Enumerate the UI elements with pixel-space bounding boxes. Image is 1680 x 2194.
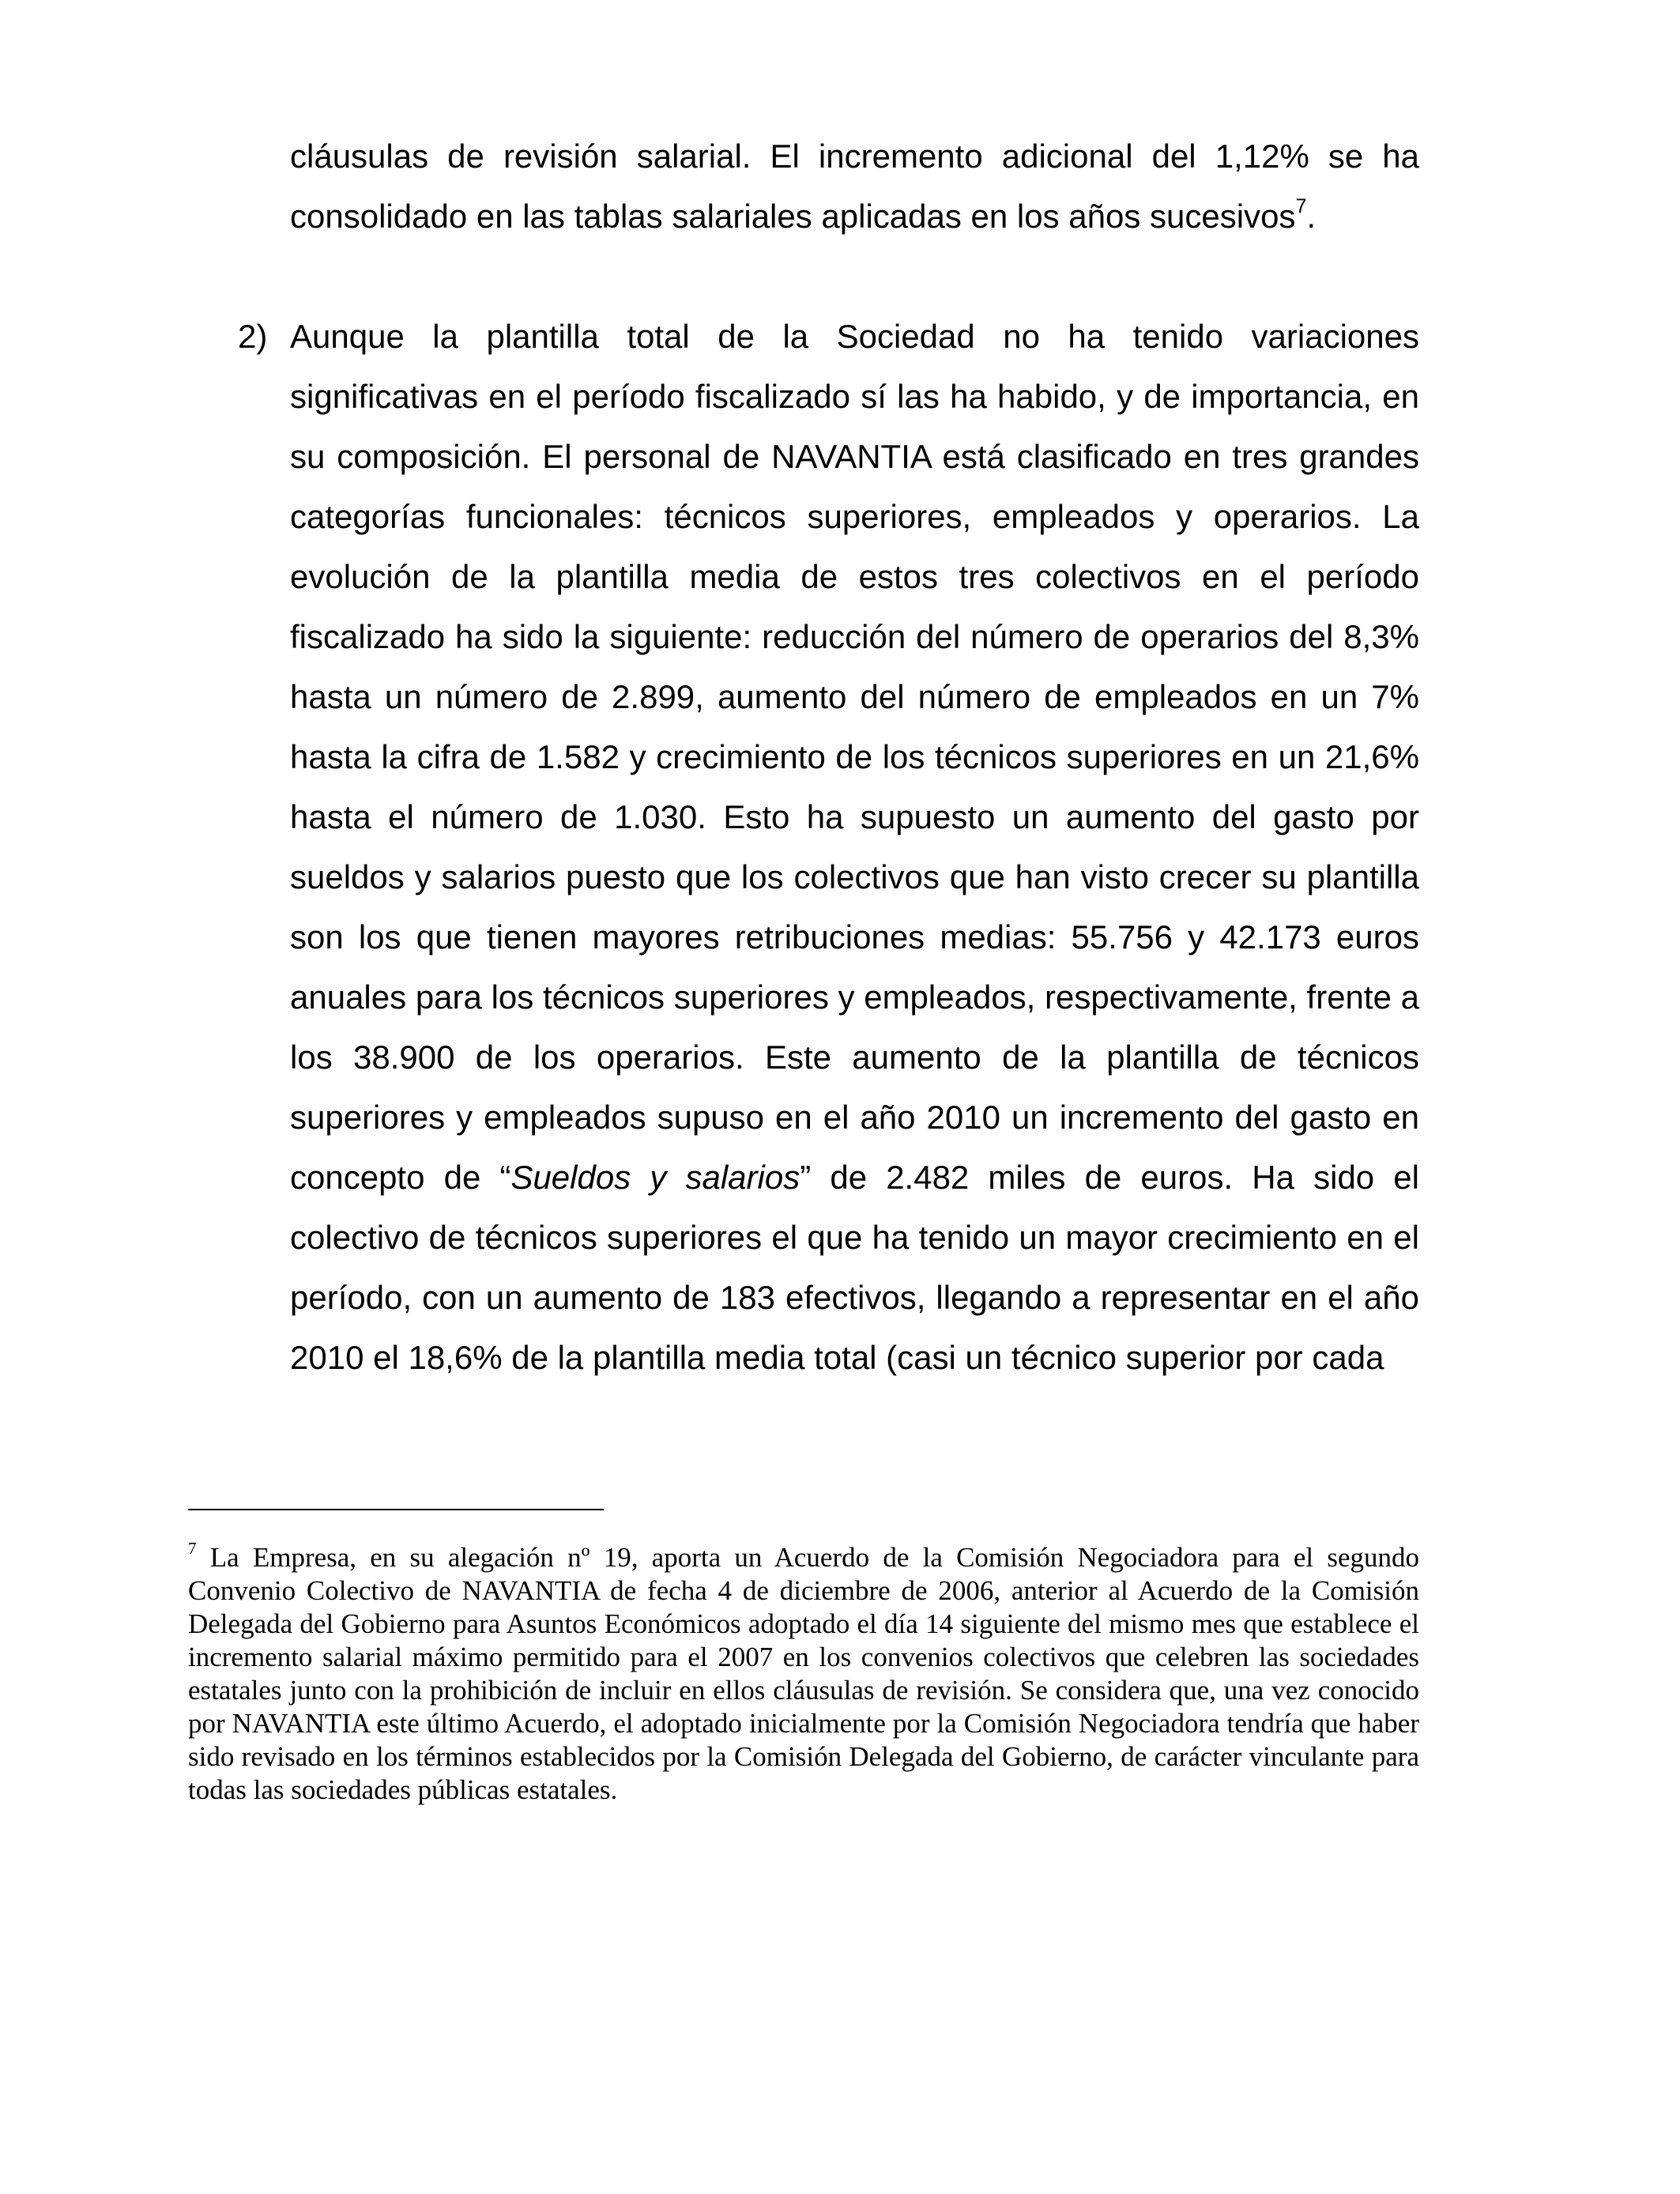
footnote: [188, 1541, 1419, 1807]
continuation-paragraph: [290, 126, 1419, 247]
list-item-text-part1: Aunque la plantilla total de la Sociedad no ha tenido variaciones significativas en el período fiscalizado sí las ha habido, y de importancia, en su composición. El personal de NAVANTIA está clasificado en tres grandes categorías funcionales: técnicos superiores, empleados y operarios. La evolución de la plantilla media de estos tres colectivos en el período fiscalizado ha sido la siguiente: reducción del número de operarios del 8,3% hasta un número de 2.899, aumento del número de empleados en un 7% hasta la cifra de 1.582 y crecimiento de los técnicos superiores en un 21,6% hasta el número de 1.030. Esto ha supuesto un aumento del gasto por sueldos y salarios puesto que los colectivos que han visto crecer su plantilla son los que tienen mayores retribuciones medias: 55.756 y 42.173 euros anuales para los técnicos superiores y empleados, respectivamente, frente a los 38.900 de los operarios. Este aumento de la plantilla de técnicos superiores y empleados supuso en el año 2010 un incremento del gasto en concepto de “: [290, 318, 1419, 1196]
footnote-number: 7: [188, 1539, 197, 1559]
list-item-2: [238, 307, 1419, 1388]
continuation-text: cláusulas de revisión salarial. El incremento adicional del 1,12% se ha consolidado en las tablas salariales aplicadas en los años sucesivos: [290, 138, 1419, 235]
continuation-end: .: [1306, 198, 1317, 235]
list-item-text-part2: ” de 2.482 miles de euros. Ha sido el colectivo de técnicos superiores el que ha tenido un mayor crecimiento en el período, con un aumento de 183 efectivos, llegando a representar en el año 2010 el 18,6% de la plantilla media total (casi un técnico superior por cada: [290, 1159, 1419, 1376]
list-item-number: 2): [238, 318, 268, 355]
footnote-reference[interactable]: 7: [1295, 195, 1307, 218]
footnote-separator: [188, 1509, 604, 1510]
list-item-italic-term: Sueldos y salarios: [510, 1159, 800, 1196]
footnote-text: La Empresa, en su alegación nº 19, aporta un Acuerdo de la Comisión Negociadora para el segundo Convenio Colectivo de NAVANTIA de fecha 4 de diciembre de 2006, anterior al Acuerdo de la Comisión Delegada del Gobierno para Asuntos Económicos adoptado el día 14 siguiente del mismo mes que establece el incremento salarial máximo permitido para el 2007 en los convenios colectivos que celebren las sociedades estatales junto con la prohibición de incluir en ellos cláusulas de revisión. Se considera que, una vez conocido por NAVANTIA este último Acuerdo, el adoptado inicialmente por la Comisión Negociadora tendría que haber sido revisado en los términos establecidos por la Comisión Delegada del Gobierno, de carácter vinculante para todas las sociedades públicas estatales.: [188, 1542, 1419, 1805]
